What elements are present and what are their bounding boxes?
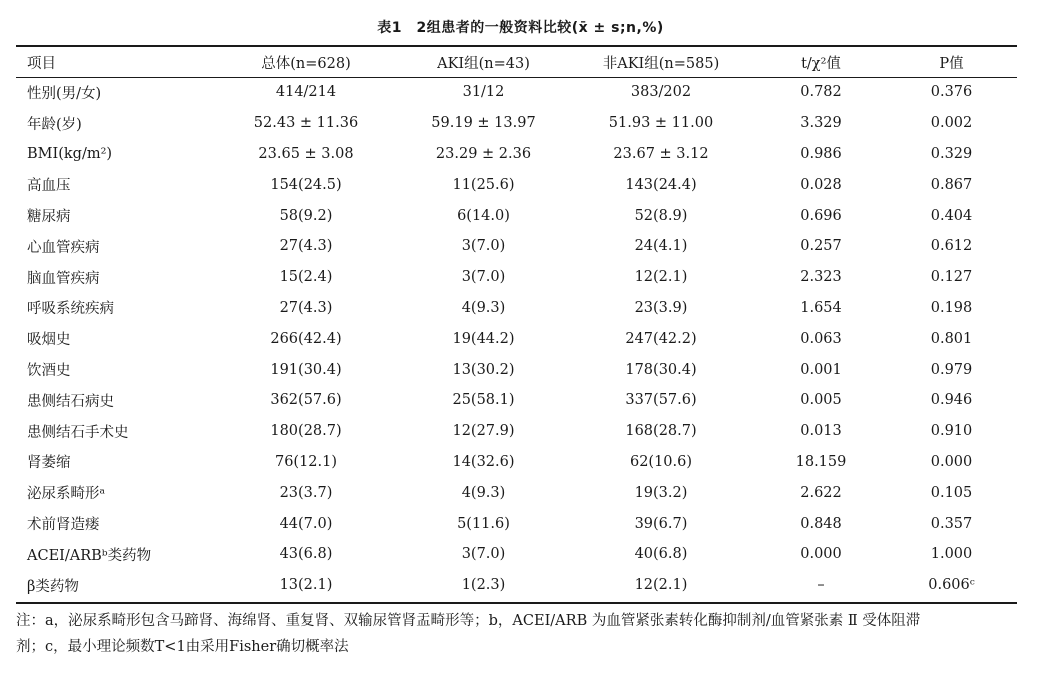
row-label-cell: 高血压 — [27, 178, 71, 195]
value-cell: 51.93 ± 11.00 — [608, 115, 714, 132]
value-cell: 0.329 — [930, 145, 973, 162]
table-row — [16, 416, 1017, 447]
row-label-cell: β类药物 — [27, 578, 79, 595]
table-row — [16, 231, 1017, 262]
row-label-cell: ACEI/ARBᵇ类药物 — [27, 547, 152, 564]
value-cell: 44(7.0) — [279, 515, 333, 532]
value-cell: 19(44.2) — [452, 330, 515, 347]
value-cell: 362(57.6) — [270, 392, 342, 409]
value-cell: 59.19 ± 13.97 — [431, 115, 536, 132]
row-label-cell: 肾萎缩 — [27, 455, 71, 472]
table-title: 表1 2组患者的一般资料比较(x̄ ± s;n,%) — [377, 20, 664, 36]
value-cell: 23.67 ± 3.12 — [613, 145, 709, 162]
value-cell: 39(6.7) — [634, 515, 688, 532]
value-cell: 23(3.7) — [279, 484, 333, 501]
value-cell: 18.159 — [795, 453, 847, 470]
value-cell: 0.910 — [930, 423, 973, 440]
value-cell: 0.001 — [800, 361, 842, 378]
header-cell: AKI组(n=43) — [437, 55, 530, 72]
value-cell: 12(27.9) — [452, 423, 515, 440]
value-cell: 0.404 — [930, 207, 973, 224]
value-cell: 52.43 ± 11.36 — [253, 115, 359, 132]
value-cell: 15(2.4) — [279, 269, 333, 286]
value-cell: 43(6.8) — [279, 546, 333, 563]
value-cell: 19(3.2) — [634, 484, 688, 501]
value-cell: 0.612 — [930, 238, 973, 255]
value-cell: 62(10.6) — [629, 453, 693, 470]
value-cell: 2.622 — [800, 484, 842, 501]
row-label-cell: 年龄(岁) — [27, 116, 82, 133]
row-label-cell: 饮酒史 — [27, 363, 71, 380]
value-cell: 11(25.6) — [452, 176, 515, 193]
table-row — [16, 169, 1017, 200]
value-cell: 27(4.3) — [279, 299, 333, 316]
value-cell: 0.127 — [930, 269, 973, 286]
header-cell: P值 — [939, 55, 964, 72]
row-label-cell: 脑血管疾病 — [27, 270, 100, 287]
value-cell: 0.376 — [930, 84, 973, 101]
value-cell: 31/12 — [462, 84, 505, 101]
value-cell: 3(7.0) — [461, 238, 506, 255]
value-cell: 52(8.9) — [634, 207, 688, 224]
value-cell: 24(4.1) — [634, 238, 688, 255]
value-cell: 14(32.6) — [452, 453, 515, 470]
table-row — [16, 385, 1017, 416]
value-cell: 0.979 — [930, 361, 973, 378]
header-cell: 项目 — [27, 55, 56, 72]
value-cell: 0.000 — [930, 453, 973, 470]
value-cell: 58(9.2) — [279, 207, 333, 224]
row-label-cell: 泌尿系畸形ᵃ — [27, 486, 106, 503]
value-cell: 1.000 — [930, 546, 973, 563]
value-cell: 13(30.2) — [452, 361, 515, 378]
table-row — [16, 77, 1017, 108]
table-row — [16, 539, 1017, 570]
value-cell: 0.801 — [930, 330, 973, 347]
bottom-rule — [16, 602, 1017, 604]
value-cell: 0.002 — [930, 115, 973, 132]
table-row — [16, 323, 1017, 354]
value-cell: 25(58.1) — [452, 392, 515, 409]
table-row — [16, 139, 1017, 170]
footnote — [16, 608, 1021, 660]
value-cell: 1.654 — [800, 299, 842, 316]
value-cell: 414/214 — [275, 84, 337, 101]
header-row — [16, 47, 1017, 77]
value-cell: 337(57.6) — [625, 392, 697, 409]
table-row — [16, 200, 1017, 231]
value-cell: 0.105 — [930, 484, 973, 501]
value-cell: 23.29 ± 2.36 — [435, 145, 532, 162]
value-cell: 0.013 — [800, 423, 842, 440]
table-row — [16, 293, 1017, 324]
value-cell: 0.867 — [930, 176, 973, 193]
value-cell: 3(7.0) — [461, 269, 506, 286]
value-cell: 0.696 — [800, 207, 842, 224]
value-cell: 27(4.3) — [279, 238, 333, 255]
value-cell: 23.65 ± 3.08 — [258, 145, 354, 162]
value-cell: 0.005 — [800, 392, 842, 409]
value-cell: 4(9.3) — [461, 299, 506, 316]
row-label-cell: 吸烟史 — [27, 332, 71, 349]
value-cell: 0.946 — [930, 392, 973, 409]
value-cell: 266(42.4) — [270, 330, 342, 347]
value-cell: 154(24.5) — [270, 176, 342, 193]
table-row — [16, 447, 1017, 478]
value-cell: 40(6.8) — [634, 546, 688, 563]
value-cell: 1(2.3) — [461, 577, 506, 594]
value-cell: 6(14.0) — [457, 207, 510, 224]
row-label-cell: 患侧结石病史 — [27, 393, 114, 410]
value-cell: 0.257 — [800, 238, 842, 255]
header-cell: 非AKI组(n=585) — [602, 55, 720, 72]
footnote-line: 注：a，泌尿系畸形包含马蹄肾、海绵肾、重复肾、双输尿管肾盂畸形等；b，ACEI/ARB 为血管紧张素转化酶抑制剂/血管紧张素 Ⅱ 受体阻滞 — [16, 613, 921, 629]
value-cell: 13(2.1) — [279, 577, 333, 594]
value-cell: 12(2.1) — [634, 577, 688, 594]
value-cell: 23(3.9) — [634, 299, 688, 316]
table-row — [16, 508, 1017, 539]
value-cell: 3.329 — [800, 115, 842, 132]
footnote-line: 剂；c，最小理论频数T<1由采用Fisher确切概率法 — [16, 639, 349, 655]
value-cell: 0.848 — [800, 515, 842, 532]
header-cell: 总体(n=628) — [261, 55, 351, 72]
row-label-cell: 患侧结石手术史 — [27, 424, 129, 441]
value-cell: 5(11.6) — [457, 515, 510, 532]
value-cell: 191(30.4) — [270, 361, 342, 378]
value-cell: 2.323 — [800, 269, 842, 286]
value-cell: 76(12.1) — [274, 453, 338, 470]
value-cell: 0.198 — [930, 299, 973, 316]
value-cell: 12(2.1) — [634, 269, 688, 286]
value-cell: 0.028 — [800, 176, 842, 193]
header-cell: t/χ²值 — [801, 55, 841, 72]
value-cell: 168(28.7) — [625, 423, 697, 440]
value-cell: 143(24.4) — [625, 176, 697, 193]
value-cell: 178(30.4) — [625, 361, 697, 378]
value-cell: – — [817, 577, 825, 594]
value-cell: 247(42.2) — [625, 330, 697, 347]
value-cell: 0.357 — [930, 515, 973, 532]
value-cell: 0.782 — [800, 84, 842, 101]
table-row — [16, 354, 1017, 385]
value-cell: 4(9.3) — [461, 484, 506, 501]
row-label-cell: BMI(kg/m²) — [27, 145, 113, 162]
table-row — [16, 108, 1017, 139]
value-cell: 180(28.7) — [270, 423, 342, 440]
table-row — [16, 477, 1017, 508]
value-cell: 383/202 — [630, 84, 692, 101]
value-cell: 0.000 — [800, 546, 842, 563]
table-row — [16, 570, 1017, 601]
value-cell: 0.986 — [800, 145, 842, 162]
data-table — [16, 47, 1017, 601]
value-cell: 0.606ᶜ — [928, 577, 975, 594]
value-cell: 0.063 — [800, 330, 842, 347]
row-label-cell: 性别(男/女) — [27, 85, 102, 102]
table-row — [16, 262, 1017, 293]
row-label-cell: 术前肾造瘘 — [27, 517, 100, 534]
row-label-cell: 糖尿病 — [27, 209, 71, 226]
row-label-cell: 呼吸系统疾病 — [27, 301, 114, 318]
row-label-cell: 心血管疾病 — [27, 239, 100, 256]
value-cell: 3(7.0) — [461, 546, 506, 563]
